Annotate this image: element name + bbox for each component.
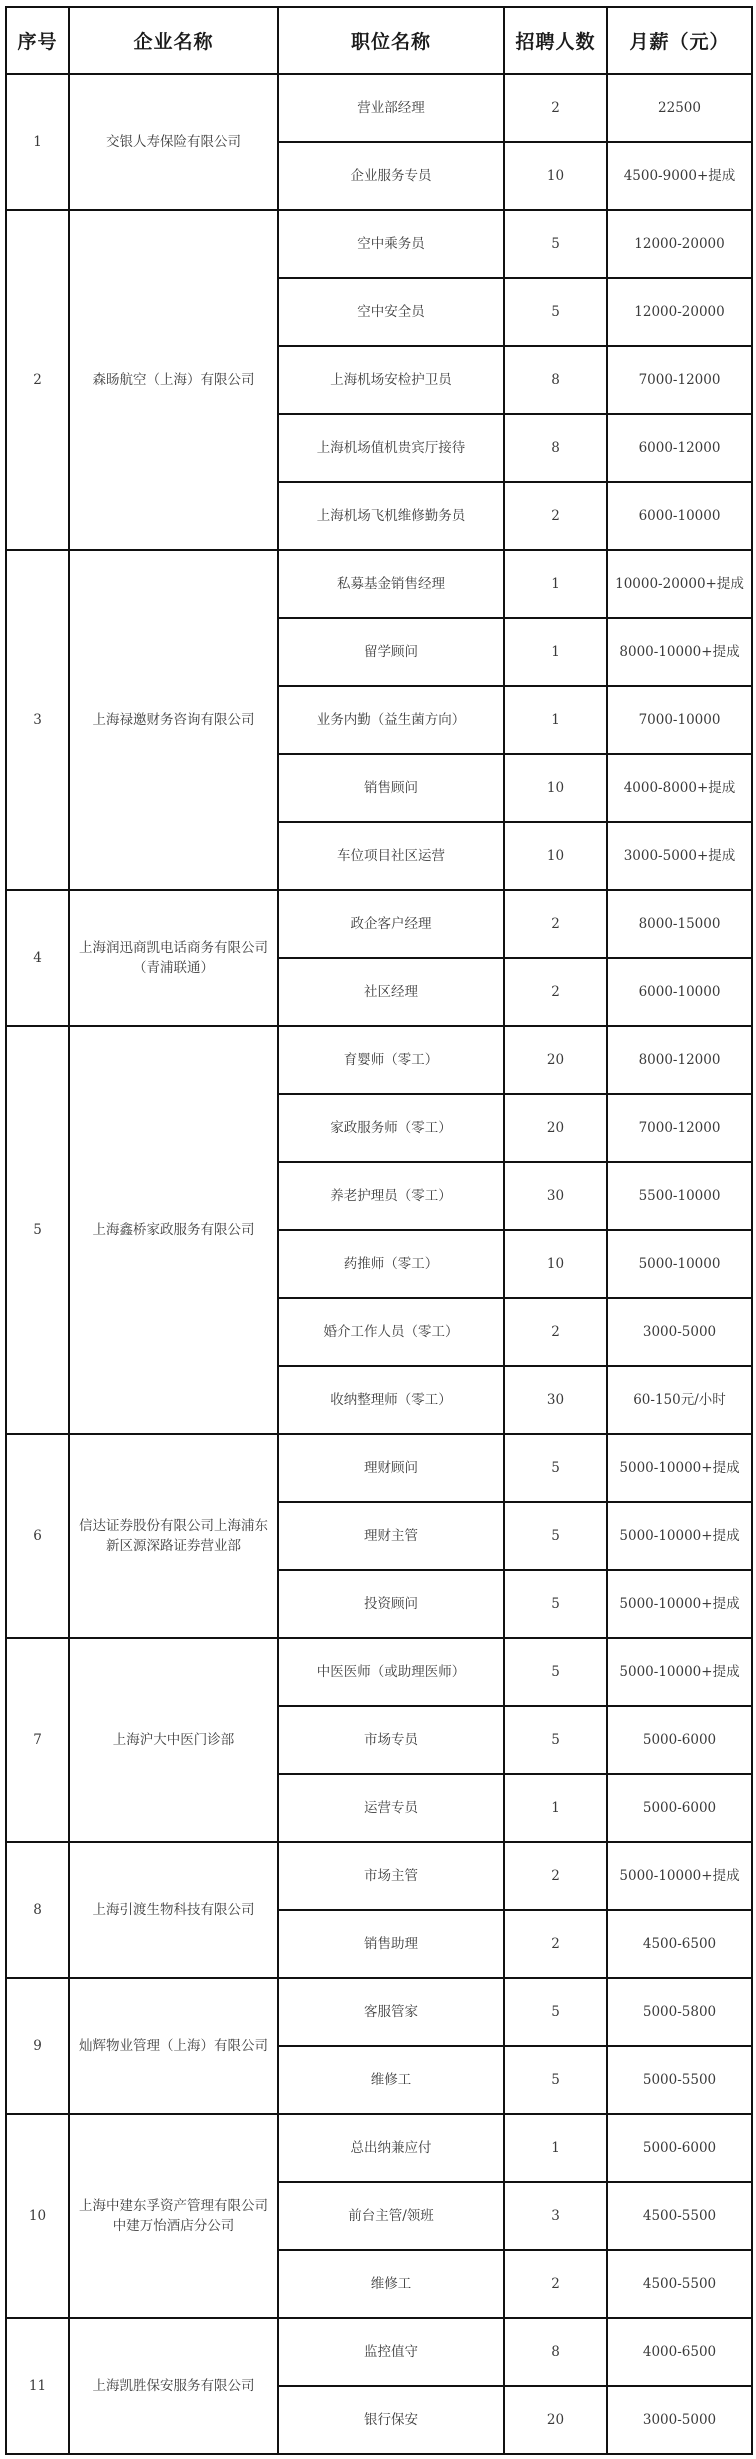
position-cell: 前台主管/领班 xyxy=(278,2182,504,2250)
company-cell: 灿辉物业管理（上海）有限公司 xyxy=(69,1978,278,2114)
count-cell: 10 xyxy=(504,1230,607,1298)
seq-cell: 8 xyxy=(6,1842,69,1978)
seq-cell: 11 xyxy=(6,2318,69,2454)
salary-cell: 3000-5000 xyxy=(607,2386,752,2454)
position-cell: 销售顾问 xyxy=(278,754,504,822)
seq-cell: 3 xyxy=(6,550,69,890)
salary-cell: 22500 xyxy=(607,74,752,142)
salary-cell: 6000-12000 xyxy=(607,414,752,482)
position-cell: 市场主管 xyxy=(278,1842,504,1910)
count-cell: 2 xyxy=(504,1842,607,1910)
salary-cell: 4000-6500 xyxy=(607,2318,752,2386)
salary-cell: 5000-10000+提成 xyxy=(607,1570,752,1638)
salary-cell: 5000-5500 xyxy=(607,2046,752,2114)
position-cell: 维修工 xyxy=(278,2046,504,2114)
position-cell: 收纳整理师（零工） xyxy=(278,1366,504,1434)
position-cell: 私募基金销售经理 xyxy=(278,550,504,618)
company-cell: 信达证券股份有限公司上海浦东新区源深路证券营业部 xyxy=(69,1434,278,1638)
count-cell: 1 xyxy=(504,686,607,754)
position-cell: 空中乘务员 xyxy=(278,210,504,278)
count-cell: 2 xyxy=(504,890,607,958)
position-cell: 市场专员 xyxy=(278,1706,504,1774)
position-cell: 企业服务专员 xyxy=(278,142,504,210)
salary-cell: 12000-20000 xyxy=(607,210,752,278)
table-row xyxy=(6,550,752,618)
company-cell: 上海沪大中医门诊部 xyxy=(69,1638,278,1842)
salary-cell: 10000-20000+提成 xyxy=(607,550,752,618)
seq-cell: 1 xyxy=(6,74,69,210)
salary-cell: 5000-10000+提成 xyxy=(607,1842,752,1910)
salary-cell: 5000-10000 xyxy=(607,1230,752,1298)
count-cell: 1 xyxy=(504,2114,607,2182)
position-cell: 留学顾问 xyxy=(278,618,504,686)
count-cell: 5 xyxy=(504,210,607,278)
count-cell: 2 xyxy=(504,2250,607,2318)
count-cell: 5 xyxy=(504,1978,607,2046)
position-cell: 婚介工作人员（零工） xyxy=(278,1298,504,1366)
count-cell: 10 xyxy=(504,754,607,822)
count-cell: 20 xyxy=(504,1094,607,1162)
count-cell: 5 xyxy=(504,1502,607,1570)
salary-cell: 5000-10000+提成 xyxy=(607,1638,752,1706)
salary-cell: 8000-12000 xyxy=(607,1026,752,1094)
header-salary: 月薪（元） xyxy=(607,7,752,74)
header-position: 职位名称 xyxy=(278,7,504,74)
salary-cell: 4000-8000+提成 xyxy=(607,754,752,822)
salary-cell: 7000-12000 xyxy=(607,1094,752,1162)
salary-cell: 5000-6000 xyxy=(607,1706,752,1774)
position-cell: 空中安全员 xyxy=(278,278,504,346)
table-row xyxy=(6,1026,752,1094)
position-cell: 客服管家 xyxy=(278,1978,504,2046)
salary-cell: 5500-10000 xyxy=(607,1162,752,1230)
table-row xyxy=(6,1978,752,2046)
count-cell: 2 xyxy=(504,1298,607,1366)
position-cell: 业务内勤（益生菌方向） xyxy=(278,686,504,754)
count-cell: 8 xyxy=(504,346,607,414)
header-count: 招聘人数 xyxy=(504,7,607,74)
count-cell: 30 xyxy=(504,1366,607,1434)
seq-cell: 4 xyxy=(6,890,69,1026)
count-cell: 5 xyxy=(504,1434,607,1502)
salary-cell: 12000-20000 xyxy=(607,278,752,346)
position-cell: 监控值守 xyxy=(278,2318,504,2386)
count-cell: 20 xyxy=(504,2386,607,2454)
position-cell: 营业部经理 xyxy=(278,74,504,142)
company-cell: 上海引渡生物科技有限公司 xyxy=(69,1842,278,1978)
company-cell: 上海禄邀财务咨询有限公司 xyxy=(69,550,278,890)
salary-cell: 4500-5500 xyxy=(607,2182,752,2250)
count-cell: 2 xyxy=(504,482,607,550)
count-cell: 5 xyxy=(504,1570,607,1638)
table-row xyxy=(6,1434,752,1502)
count-cell: 1 xyxy=(504,550,607,618)
count-cell: 8 xyxy=(504,2318,607,2386)
count-cell: 5 xyxy=(504,278,607,346)
table-row xyxy=(6,1638,752,1706)
count-cell: 1 xyxy=(504,1774,607,1842)
salary-cell: 3000-5000+提成 xyxy=(607,822,752,890)
salary-cell: 5000-6000 xyxy=(607,1774,752,1842)
header-company: 企业名称 xyxy=(69,7,278,74)
count-cell: 10 xyxy=(504,142,607,210)
position-cell: 社区经理 xyxy=(278,958,504,1026)
position-cell: 政企客户经理 xyxy=(278,890,504,958)
salary-cell: 8000-15000 xyxy=(607,890,752,958)
salary-cell: 4500-9000+提成 xyxy=(607,142,752,210)
salary-cell: 4500-5500 xyxy=(607,2250,752,2318)
job-listings-table xyxy=(5,6,753,2455)
count-cell: 2 xyxy=(504,1910,607,1978)
position-cell: 上海机场飞机维修勤务员 xyxy=(278,482,504,550)
count-cell: 5 xyxy=(504,1706,607,1774)
salary-cell: 4500-6500 xyxy=(607,1910,752,1978)
table-row xyxy=(6,1842,752,1910)
count-cell: 5 xyxy=(504,2046,607,2114)
seq-cell: 10 xyxy=(6,2114,69,2318)
header-row xyxy=(6,7,752,74)
company-cell: 上海凯胜保安服务有限公司 xyxy=(69,2318,278,2454)
company-cell: 交银人寿保险有限公司 xyxy=(69,74,278,210)
count-cell: 20 xyxy=(504,1026,607,1094)
count-cell: 3 xyxy=(504,2182,607,2250)
count-cell: 2 xyxy=(504,74,607,142)
salary-cell: 7000-12000 xyxy=(607,346,752,414)
position-cell: 总出纳兼应付 xyxy=(278,2114,504,2182)
table-row xyxy=(6,210,752,278)
company-cell: 森旸航空（上海）有限公司 xyxy=(69,210,278,550)
seq-cell: 5 xyxy=(6,1026,69,1434)
position-cell: 上海机场安检护卫员 xyxy=(278,346,504,414)
company-cell: 上海鑫桥家政服务有限公司 xyxy=(69,1026,278,1434)
salary-cell: 5000-5800 xyxy=(607,1978,752,2046)
count-cell: 10 xyxy=(504,822,607,890)
seq-cell: 9 xyxy=(6,1978,69,2114)
position-cell: 理财主管 xyxy=(278,1502,504,1570)
position-cell: 上海机场值机贵宾厅接待 xyxy=(278,414,504,482)
salary-cell: 5000-10000+提成 xyxy=(607,1434,752,1502)
salary-cell: 5000-6000 xyxy=(607,2114,752,2182)
position-cell: 养老护理员（零工） xyxy=(278,1162,504,1230)
position-cell: 运营专员 xyxy=(278,1774,504,1842)
salary-cell: 8000-10000+提成 xyxy=(607,618,752,686)
position-cell: 销售助理 xyxy=(278,1910,504,1978)
position-cell: 银行保安 xyxy=(278,2386,504,2454)
count-cell: 5 xyxy=(504,1638,607,1706)
table-row xyxy=(6,2114,752,2182)
salary-cell: 6000-10000 xyxy=(607,958,752,1026)
position-cell: 药推师（零工） xyxy=(278,1230,504,1298)
position-cell: 理财顾问 xyxy=(278,1434,504,1502)
count-cell: 8 xyxy=(504,414,607,482)
header-seq: 序号 xyxy=(6,7,69,74)
company-cell: 上海润迅商凯电话商务有限公司（青浦联通） xyxy=(69,890,278,1026)
seq-cell: 2 xyxy=(6,210,69,550)
salary-cell: 5000-10000+提成 xyxy=(607,1502,752,1570)
salary-cell: 7000-10000 xyxy=(607,686,752,754)
salary-cell: 3000-5000 xyxy=(607,1298,752,1366)
position-cell: 维修工 xyxy=(278,2250,504,2318)
seq-cell: 7 xyxy=(6,1638,69,1842)
table-row xyxy=(6,2318,752,2386)
count-cell: 1 xyxy=(504,618,607,686)
table-row xyxy=(6,74,752,142)
position-cell: 中医医师（或助理医师） xyxy=(278,1638,504,1706)
salary-cell: 60-150元/小时 xyxy=(607,1366,752,1434)
position-cell: 车位项目社区运营 xyxy=(278,822,504,890)
position-cell: 家政服务师（零工） xyxy=(278,1094,504,1162)
company-cell: 上海中建东孚资产管理有限公司中建万怡酒店分公司 xyxy=(69,2114,278,2318)
position-cell: 育婴师（零工） xyxy=(278,1026,504,1094)
seq-cell: 6 xyxy=(6,1434,69,1638)
table-row xyxy=(6,890,752,958)
count-cell: 2 xyxy=(504,958,607,1026)
table-body xyxy=(6,74,752,2454)
salary-cell: 6000-10000 xyxy=(607,482,752,550)
position-cell: 投资顾问 xyxy=(278,1570,504,1638)
count-cell: 30 xyxy=(504,1162,607,1230)
